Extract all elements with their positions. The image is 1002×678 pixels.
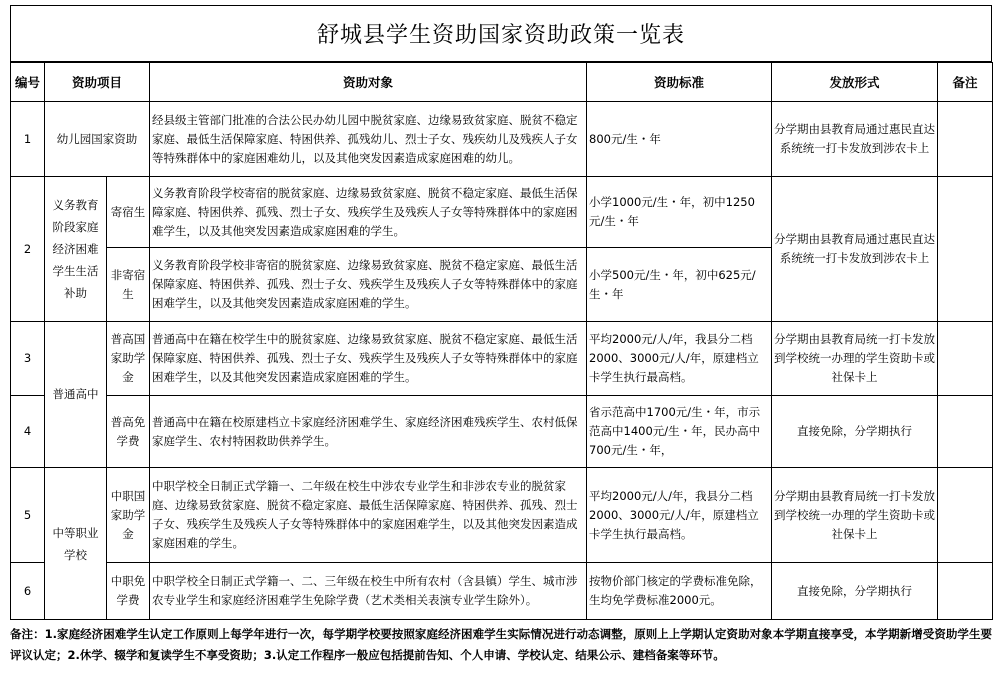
row-target: 经县级主管部门批准的合法公民办幼儿园中脱贫家庭、边缘易致贫家庭、脱贫不稳定家庭、最低生活保障家庭、特困供养、孤残幼儿、烈士子女、残疾幼儿及残疾人子女等特殊群体中的家庭困难幼儿，以及其他突发因素造成家庭困难的幼儿。 bbox=[150, 102, 587, 177]
row-num: 4 bbox=[11, 396, 45, 468]
row-remark bbox=[938, 396, 993, 468]
table-row bbox=[11, 563, 993, 620]
policy-table bbox=[10, 62, 993, 620]
row-subitem: 寄宿生 bbox=[107, 177, 150, 248]
row-form: 直接免除，分学期执行 bbox=[772, 396, 938, 468]
row-form: 分学期由县教育局通过惠民直达系统统一打卡发放到涉农卡上 bbox=[772, 102, 938, 177]
row-standard: 省示范高中1700元/生・年，市示范高中1400元/生・年，民办高中700元/生・年， bbox=[587, 396, 772, 468]
table-row bbox=[11, 102, 993, 177]
row-num: 2 bbox=[11, 177, 45, 322]
table-row bbox=[11, 396, 993, 468]
row-remark bbox=[938, 322, 993, 396]
page-title: 舒城县学生资助国家资助政策一览表 bbox=[10, 5, 992, 62]
row-subitem: 非寄宿生 bbox=[107, 248, 150, 322]
group-high-school: 普通高中 bbox=[45, 322, 107, 468]
row-target: 普通高中在籍在校原建档立卡家庭经济困难学生、家庭经济困难残疾学生、农村低保家庭学生、农村特困救助供养学生。 bbox=[150, 396, 587, 468]
group-compulsory: 义务教育阶段家庭经济困难学生生活补助 bbox=[45, 177, 107, 322]
row-target: 中职学校全日制正式学籍一、二年级在校生中涉农专业学生和非涉农专业的脱贫家庭、边缘易致贫家庭、脱贫不稳定家庭、最低生活保障家庭、特困供养、孤残、烈士子女、残疾学生及残疾人子女等特殊群体中的家庭困难学生，以及其他突发因素造成家庭困难的学生。 bbox=[150, 468, 587, 563]
row-target: 中职学校全日制正式学籍一、二、三年级在校生中所有农村（含县镇）学生、城市涉农专业学生和家庭经济困难学生免除学费（艺术类相关表演专业学生除外）。 bbox=[150, 563, 587, 620]
row-form: 分学期由县教育局通过惠民直达系统统一打卡发放到涉农卡上 bbox=[772, 177, 938, 322]
row-num: 6 bbox=[11, 563, 45, 620]
header-num: 编号 bbox=[11, 63, 45, 102]
row-form: 分学期由县教育局统一打卡发放到学校统一办理的学生资助卡或社保卡上 bbox=[772, 322, 938, 396]
header-item: 资助项目 bbox=[45, 63, 150, 102]
row-target: 义务教育阶段学校非寄宿的脱贫家庭、边缘易致贫家庭、脱贫不稳定家庭、最低生活保障家庭、特困供养、孤残、烈士子女、残疾学生及残疾人子女等特殊群体中的家庭困难学生，以及其他突发因素造成家庭困难的学生。 bbox=[150, 248, 587, 322]
row-subitem: 中职免学费 bbox=[107, 563, 150, 620]
row-form: 直接免除，分学期执行 bbox=[772, 563, 938, 620]
table-row bbox=[11, 468, 993, 563]
row-subitem: 中职国家助学金 bbox=[107, 468, 150, 563]
row-num: 5 bbox=[11, 468, 45, 563]
group-vocational: 中等职业学校 bbox=[45, 468, 107, 620]
header-row bbox=[11, 63, 993, 102]
row-standard: 小学1000元/生・年，初中1250元/生・年 bbox=[587, 177, 772, 248]
row-remark bbox=[938, 102, 993, 177]
row-standard: 按物价部门核定的学费标准免除，生均免学费标准2000元。 bbox=[587, 563, 772, 620]
header-target: 资助对象 bbox=[150, 63, 587, 102]
row-standard: 平均2000元/人/年，我县分二档2000、3000元/人/年，原建档立卡学生执行最高档。 bbox=[587, 468, 772, 563]
row-standard: 800元/生・年 bbox=[587, 102, 772, 177]
row-num: 3 bbox=[11, 322, 45, 396]
row-remark bbox=[938, 563, 993, 620]
row-remark bbox=[938, 177, 993, 322]
row-subitem: 普高国家助学金 bbox=[107, 322, 150, 396]
row-standard: 小学500元/生・年，初中625元/生・年 bbox=[587, 248, 772, 322]
row-target: 普通高中在籍在校学生中的脱贫家庭、边缘易致贫家庭、脱贫不稳定家庭、最低生活保障家庭、特困供养、孤残、烈士子女、残疾学生及残疾人子女等特殊群体中的家庭困难学生，以及其他突发因素造成家庭困难的学生。 bbox=[150, 322, 587, 396]
row-target: 义务教育阶段学校寄宿的脱贫家庭、边缘易致贫家庭、脱贫不稳定家庭、最低生活保障家庭、特困供养、孤残、烈士子女、残疾学生及残疾人子女等特殊群体中的家庭困难学生，以及其他突发因素造成家庭困难的学生。 bbox=[150, 177, 587, 248]
header-form: 发放形式 bbox=[772, 63, 938, 102]
header-standard: 资助标准 bbox=[587, 63, 772, 102]
footnote: 备注：1.家庭经济困难学生认定工作原则上每学年进行一次，每学期学校要按照家庭经济困难学生实际情况进行动态调整，原则上上学期认定资助对象本学期直接享受，本学期新增受资助学生要评议认定；2.休学、辍学和复读学生不享受资助；3.认定工作程序一般应包括提前告知、个人申请、学校认定、结果公示、建档备案等环节。 bbox=[10, 627, 992, 662]
row-form: 分学期由县教育局统一打卡发放到学校统一办理的学生资助卡或社保卡上 bbox=[772, 468, 938, 563]
row-item: 幼儿园国家资助 bbox=[45, 102, 150, 177]
table-row bbox=[11, 177, 993, 248]
row-num: 1 bbox=[11, 102, 45, 177]
row-remark bbox=[938, 468, 993, 563]
row-subitem: 普高免学费 bbox=[107, 396, 150, 468]
row-standard: 平均2000元/人/年，我县分二档2000、3000元/人/年，原建档立卡学生执行最高档。 bbox=[587, 322, 772, 396]
table-row bbox=[11, 322, 993, 396]
header-remark: 备注 bbox=[938, 63, 993, 102]
